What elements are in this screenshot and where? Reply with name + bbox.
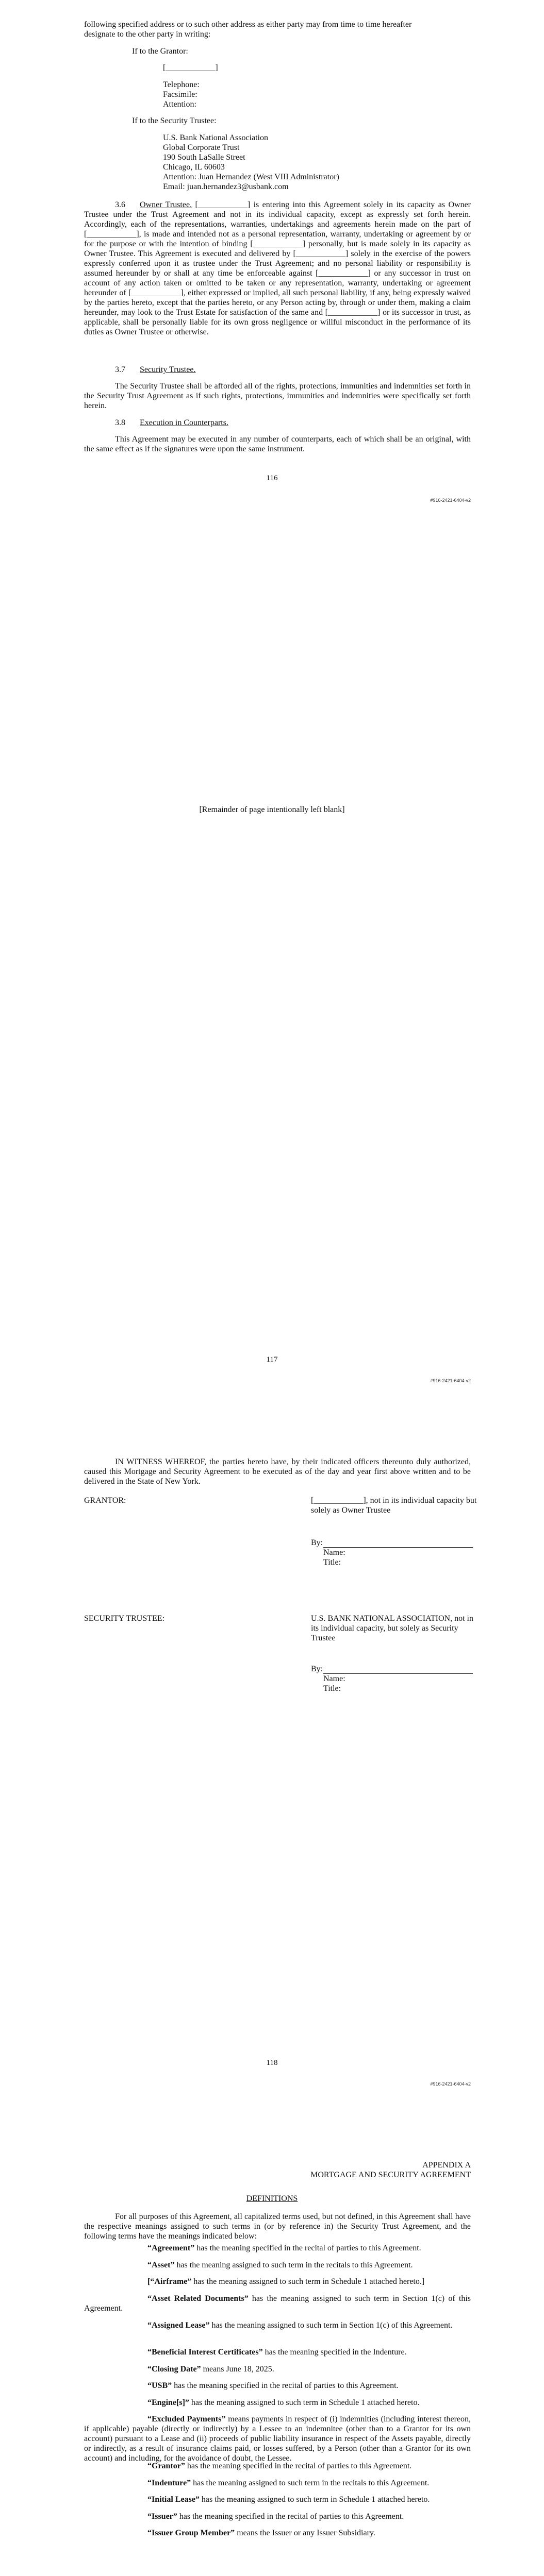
by-label: By:	[311, 1538, 323, 1547]
page-number: 116	[266, 474, 278, 482]
trustee-address-line: Chicago, IL 60603	[163, 163, 225, 172]
intro-line-1: following specified address or to such other address as either party may from time to time hereafter	[84, 20, 412, 29]
grantor-signature-line[interactable]	[323, 1547, 473, 1548]
defined-term: “USB”	[147, 2381, 172, 2390]
definitions-heading: DEFINITIONS	[246, 2194, 298, 2203]
grantor-address-blank: [____________]	[163, 63, 218, 72]
trustee-address-line: U.S. Bank National Association	[163, 133, 268, 142]
definition-item: “Asset” has the meaning assigned to such term in the recitals to this Agreement.	[147, 2261, 413, 2269]
defined-term: “Grantor”	[147, 2462, 185, 2470]
definition-item: “Issuer” has the meaning specified in the recital of parties to this Agreement.	[147, 2512, 404, 2521]
section-heading: Owner Trustee.	[140, 200, 192, 209]
defined-term: “Closing Date”	[147, 2365, 201, 2374]
trustee-address-line: 190 South LaSalle Street	[163, 153, 245, 162]
facsimile-label: Facsimile:	[163, 90, 197, 99]
grantor-notice-label: If to the Grantor:	[132, 47, 188, 56]
grantor-party-name: [____________], not in its individual capacity but	[311, 1496, 477, 1505]
by-label: By:	[311, 1665, 323, 1673]
section-3-8-body: This Agreement may be executed in any number of counterparts, each of which shall be an original, with the same effect as if the signatures were upon the same instrument.	[84, 435, 471, 453]
trustee-address-line: Global Corporate Trust	[163, 143, 240, 152]
defined-term: “Issuer Group Member”	[147, 2529, 235, 2537]
document-id: #916-2421-6404-v2	[430, 2081, 471, 2087]
trustee-notice-label: If to the Security Trustee:	[132, 116, 217, 125]
section-heading: Security Trustee.	[140, 365, 196, 374]
definition-item: “Indenture” has the meaning assigned to such term in the recitals to this Agreement.	[147, 2479, 430, 2487]
signatory-title-label: Title:	[323, 1684, 341, 1693]
definition-item: “Initial Lease” has the meaning assigned to such term in Schedule 1 attached hereto.	[147, 2495, 430, 2504]
section-number: 3.7	[115, 365, 125, 374]
defined-term: “Asset”	[147, 2261, 175, 2269]
defined-term: “Agreement”	[147, 2244, 195, 2252]
page-118	[0, 1406, 544, 2110]
defined-term: “Asset Related Documents”	[147, 2294, 249, 2303]
definition-item: “USB” has the meaning specified in the recital of parties to this Agreement.	[147, 2381, 399, 2390]
document-id: #916-2421-6404-v2	[430, 1378, 471, 1383]
appendix-label: APPENDIX A	[422, 2161, 471, 2170]
signatory-name-label: Name:	[323, 1674, 345, 1683]
grantor-signature-label: GRANTOR:	[84, 1496, 126, 1505]
section-body: [____________] is entering into this Agreement solely in its capacity as Owner Trustee under the Trust Agreement and not in its individual capacity, except as expressly set forth herein. Accordingly, each of the representations, warranties, undertakings and agreements herein made on the part of [____________], is made and intended not as a personal representation, warranty, undertaking or agreement by or for the purpose or with the intention of binding [____________] personally, but is made solely in its capacity as Owner Trustee. This Agreement is executed and delivered by [____________] solely in the exercise of the powers expressly conferred upon it as trustee under the Trust Agreement; and no personal liability or responsibility is assumed hereunder by or shall at any time be enforceable against [____________] or any successor in trust on account of any action taken or omitted to be taken or any representation, warranty, undertaking or agreement hereunder of [____________], either expressed or implied, all such personal liability, if any, being expressly waived by the parties hereto, except that the parties hereto, or any Person acting by, through or under them, making a claim hereunder, may look to the Trust Estate for satisfaction of the same and [____________] or its successor in trust, as applicable, shall be personally liable for its own gross negligence or willful misconduct in the performance of its duties as Owner Trustee or otherwise.	[84, 200, 471, 336]
definition-item: [“Airframe” has the meaning assigned to such term in Schedule 1 attached hereto.]	[147, 2277, 425, 2286]
page-117	[0, 703, 544, 1406]
definition-item: “Closing Date” means June 18, 2025.	[147, 2365, 274, 2374]
page-number: 117	[266, 1355, 278, 1364]
defined-term: “Indenture”	[147, 2479, 191, 2487]
definitions-intro: For all purposes of this Agreement, all capitalized terms used, but not defined, in this Agreement shall have the respective meanings assigned to such terms in (or by reference in) the Security Trust Agreement, and the following terms have the meanings indicated below:	[84, 2212, 471, 2241]
defined-term: “Issuer”	[147, 2512, 177, 2521]
defined-term: “Assigned Lease”	[147, 2321, 210, 2330]
definition-item: “Beneficial Interest Certificates” has the meaning specified in the Indenture.	[147, 2348, 407, 2357]
page-number: 118	[266, 2059, 278, 2067]
definition-item: “Grantor” has the meaning specified in the recital of parties to this Agreement.	[147, 2462, 412, 2470]
trustee-signature-line[interactable]	[323, 1673, 473, 1674]
trustee-signature-label: SECURITY TRUSTEE:	[84, 1614, 165, 1623]
definition-item: “Excluded Payments” means payments in respect of (i) indemnities (including interest thereon, if applicable) payable (directly or indirectly) by a Lessee to an indemnitee (other than to a Grantor for its own account) pursuant to a Lease and (ii) proceeds of public liability insurance in respect of the Assets payable, directly or indirectly, as a result of insurance claims paid, or losses suffered, by a Person (other than a Grantor for its own account) and including, for the avoidance of doubt, the Lessee.	[84, 2415, 471, 2463]
trustee-party-capacity: Trustee	[311, 1634, 336, 1642]
defined-term: [“Airframe”	[147, 2277, 192, 2286]
defined-term: “Beneficial Interest Certificates”	[147, 2348, 263, 2357]
telephone-label: Telephone:	[163, 80, 200, 89]
defined-term: “Engine[s]”	[147, 2398, 189, 2407]
defined-term: “Excluded Payments”	[147, 2415, 226, 2424]
definition-item: “Asset Related Documents” has the meaning assigned to such term in Section 1(c) of this Agreement.	[84, 2294, 471, 2313]
section-number: 3.8	[115, 418, 125, 427]
appendix-title: MORTGAGE AND SECURITY AGREEMENT	[310, 2171, 471, 2179]
defined-term: “Initial Lease”	[147, 2495, 200, 2504]
document-id: #916-2421-6404-v2	[430, 498, 471, 503]
definition-item: “Agreement” has the meaning specified in the recital of parties to this Agreement.	[147, 2244, 421, 2252]
section-3-7-heading-line	[115, 365, 195, 375]
grantor-party-capacity: solely as Owner Trustee	[311, 1506, 391, 1515]
signatory-title-label: Title:	[323, 1558, 341, 1567]
section-3-8-heading-line	[115, 418, 228, 428]
page-119	[0, 2110, 544, 2576]
trustee-address-line: Attention: Juan Hernandez (West VIII Administrator)	[163, 173, 339, 181]
trustee-party-name: U.S. BANK NATIONAL ASSOCIATION, not in	[311, 1614, 473, 1623]
witness-clause: IN WITNESS WHEREOF, the parties hereto have, by their indicated officers thereunto duly authorized, caused this Mortgage and Security Agreement to be executed as of the day and year first above written and to be delivered in the State of New York.	[84, 1458, 471, 1486]
section-3-7-body: The Security Trustee shall be afforded all of the rights, protections, immunities and indemnities set forth in the Security Trust Agreement as if such rights, protections, immunities and indemnities were specifically set forth herein.	[84, 382, 471, 410]
section-3-6	[84, 200, 471, 337]
definition-item: “Issuer Group Member” means the Issuer or any Issuer Subsidiary.	[147, 2529, 375, 2537]
blank-page-notice: [Remainder of page intentionally left blank]	[199, 805, 345, 814]
signatory-name-label: Name:	[323, 1548, 345, 1557]
definition-item: “Assigned Lease” has the meaning assigned to such term in Section 1(c) of this Agreement.	[147, 2321, 453, 2330]
definition-item: “Engine[s]” has the meaning assigned to such term in Schedule 1 attached hereto.	[147, 2398, 420, 2407]
section-heading: Execution in Counterparts.	[140, 418, 228, 427]
trustee-party-capacity: its individual capacity, but solely as Security	[311, 1624, 458, 1633]
attention-label: Attention:	[163, 100, 196, 109]
page-116	[0, 0, 544, 703]
trustee-email: Email: juan.hernandez3@usbank.com	[163, 182, 289, 191]
section-number: 3.6	[115, 200, 125, 209]
intro-line-2: designate to the other party in writing:	[84, 30, 211, 39]
